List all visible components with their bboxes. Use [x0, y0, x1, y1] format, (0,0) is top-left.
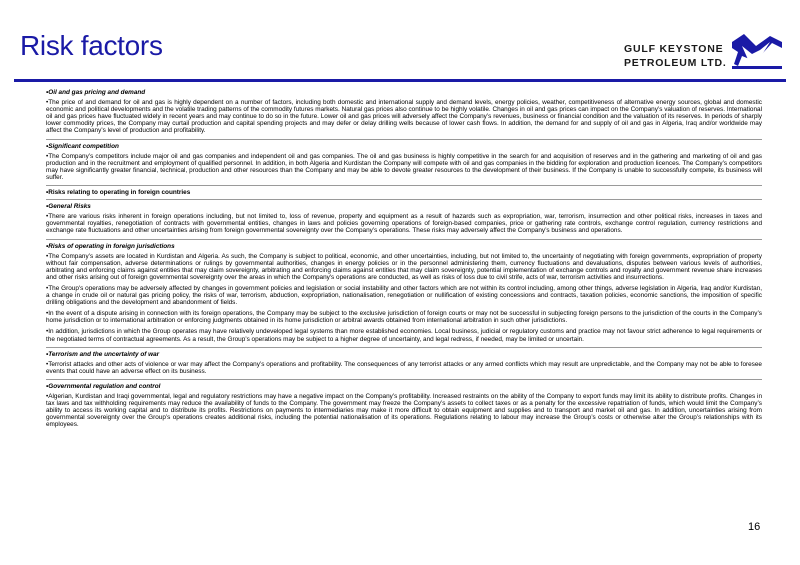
heading-governmental-regulation: •Governmental regulation and control [46, 382, 161, 390]
risk-factors-body [46, 89, 762, 432]
section-divider [46, 379, 762, 380]
heading-significant-competition: •Significant competition [46, 142, 119, 150]
heading-oil-gas-pricing: •Oil and gas pricing and demand [46, 89, 146, 96]
section-divider [46, 185, 762, 186]
logo-line-2: PETROLEUM LTD. [624, 57, 727, 69]
title-underline [14, 79, 786, 82]
section-divider [46, 239, 762, 240]
paragraph-dispute: •In the event of a dispute arising in connection with its foreign operations, the Company may be subject to the exclusive jurisdiction of foreign courts or may not be successful in subjecting foreign persons to the jurisdiction of the courts in the Company’s home jurisdiction or to international arbitration or enforcing judgments obtained in its home jurisdiction or arbitral awards obtained from international arbitration in such other jurisdictions. [46, 310, 762, 325]
paragraph-oil-gas-pricing: •The price of and demand for oil and gas is highly dependent on a number of factors, including both domestic and international supply and demand levels, energy policies, weather, competitiveness of alternative energy sources, global and domestic economic and political developments and the volatile trading patterns of the commodity futures markets. Natural gas prices also continue to be highly volatile. Changes in oil and gas prices can impact on the Company’s valuation of reserves. International oil and gas prices have fluctuated widely in recent years and may continue to do so in the future. Lower oil and gas prices will adversely affect the Company’s revenues, business or financial condition and the valuation of its reserves. In periods of sharply lower commodity prices, the Company may curtail production and capital spending projects and may defer or delay drilling wells because of lower cash flows. In addition, the demand for and supply of oil and gas in Algeria, Iraq and/or worldwide may affect the Company’s level of production and profitability. [46, 99, 762, 135]
paragraph-general-risks: •There are various risks inherent in foreign operations including, but not limited to, loss of revenue, property and equipment as a result of hazards such as expropriation, war, terrorism, insurrection and other political risks, increases in taxes and governmental royalties, renegotiation of contracts with governmental entities, changes in laws and policies governing operations of foreign-based companies, price or gathering rate controls, exchange control regulation, currency restrictions and exchange rate fluctuations and other uncertainties arising from foreign governmental sovereignty over the Company’s operations. These risks may adversely affect the Company’s business and operations. [46, 213, 762, 235]
paragraph-legal-systems: •In addition, jurisdictions in which the Group operates may have relatively undeveloped legal systems than more established economies. Local business, judicial or regulatory customs and practice may not favour strict adherence to legal requirements or the negotiated terms of contractual agreements. As a result, the Group’s operations may be subject to a higher degree of uncertainty, and legal redress, if needed, may be limited or uncertain. [46, 328, 762, 343]
logo-text [624, 42, 727, 70]
heading-foreign-countries: •Risks relating to operating in foreign countries [46, 189, 191, 197]
paragraph-assets-location: •The Company’s assets are located in Kurdistan and Algeria. As such, the Company is subject to political, economic, and other uncertainties, including, but not limited to, the uncertainty of negotiating with foreign governments, expropriation of property without fair compensation, adverse determinations or rulings by governmental authorities, changes in energy policies or in the personnel administering them, currency fluctuations and devaluations, disputes between various levels of authorities, arbitrating and enforcing claims against entities that may claim sovereignty, arbitrating and enforcing claims against entities that may claim sovereignty, potential implementation of exchange controls and royalty and government revenue share increases and other risks arising out of foreign governmental sovereignty over the areas in which the Company's operations are conducted, as well as risks of loss due to civil strife, acts of war, terrorism activities and insurrections. [46, 252, 762, 281]
paragraph-terrorism: •Terrorist attacks and other acts of violence or war may affect the Company’s operations and profitability. The consequences of any terrorist attacks or any armed conflicts which may result are unpredictable, and the Company may not be able to foresee events that could have an adverse effect on its business. [46, 360, 762, 375]
paragraph-governmental-regulation: •Algerian, Kurdistan and Iraqi governmental, legal and regulatory restrictions may have a negative impact on the Company’s profitability. Increased restraints on the ability of the Company to export funds may limit its ability to distribute profits. Changes in tax laws and tax withholding requirements may reduce the availability of funds to the Company. The government may freeze the Company’s assets to collect taxes or as a penalty for the excessive repatriation of funds, which would limit the Company’s ability to access its working capital and to distribute its profits. Restrictions on payments to intermediaries may make it more difficult to obtain equipment and supplies and to transport and market oil and gas. In addition, uncertainties arising from governmental sovereignty over the Group’s operations creates additional risks, including the potential nationalisation of its operations. Regulations relating to labour may increase the Group’s costs or otherwise alter the Group’s relationships with its employees. [46, 393, 762, 429]
company-logo [624, 28, 784, 74]
keystone-emblem-icon [730, 30, 784, 72]
section-divider [46, 139, 762, 140]
paragraph-significant-competition: •The Company’s competitors include major oil and gas companies and independent oil and gas companies. The oil and gas business is highly competitive in the search for and acquisition of reserves and in the gathering and marketing of oil and gas production and in the recruitment and employment of qualified personnel. In addition, in both Algeria and Kurdistan the Company will compete with oil and gas companies in the bidding for exploration and production licences. The Company’s competitors may have significantly greater financial, technical, production and other resources than the Company and may be able to devote greater resources to the development of their business. If the Company is unable to successfully compete, its business will suffer. [46, 152, 762, 181]
heading-foreign-jurisdictions: •Risks of operating in foreign jurisdictions [46, 242, 175, 250]
section-divider [46, 199, 762, 200]
page-title: Risk factors [20, 30, 163, 61]
section-divider [46, 347, 762, 348]
logo-line-1: GULF KEYSTONE [624, 43, 724, 55]
heading-terrorism: •Terrorism and the uncertainty of war [46, 350, 160, 358]
page-number: 16 [748, 521, 761, 533]
paragraph-group-operations: •The Group's operations may be adversely affected by changes in government policies and legislation or social instability and other factors which are not within its control including, among other things, adverse legislation in Algeria, Iraq and/or Kurdistan, a change in crude oil or natural gas pricing policy, the risks of war, terrorism, abduction, expropriation, nationalisation, renegotiation or nullification of existing concessions and contracts, taxation policies, economic sanctions, the imposition of specific drilling obligations and the development and abandonment of fields. [46, 284, 762, 307]
heading-general-risks: •General Risks [46, 203, 91, 211]
